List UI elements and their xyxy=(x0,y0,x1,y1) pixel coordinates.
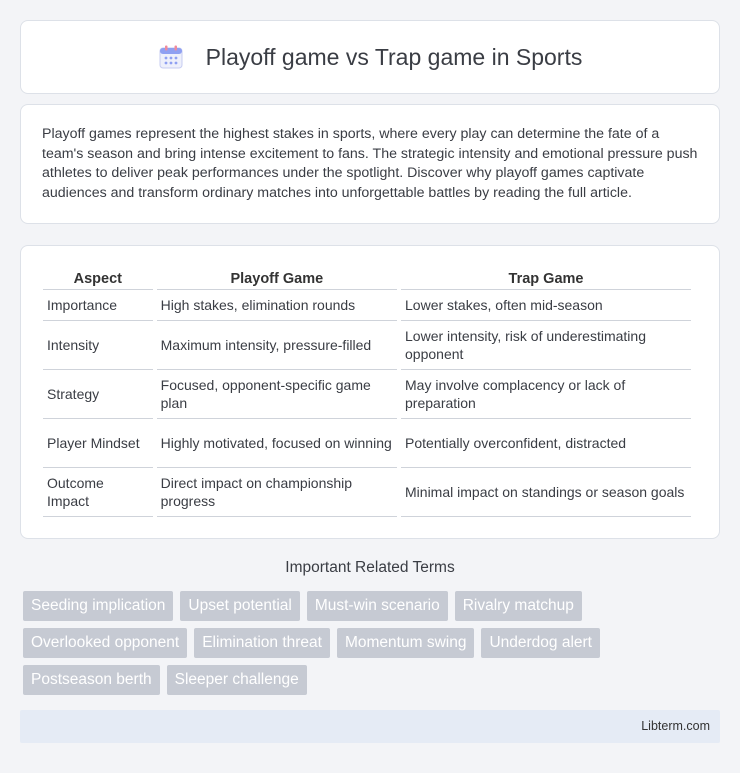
page-title: Playoff game vs Trap game in Sports xyxy=(205,43,583,70)
related-terms-tags xyxy=(23,591,723,702)
footer xyxy=(20,710,720,743)
table-row xyxy=(43,290,691,321)
tag-row xyxy=(23,591,723,621)
table-cell: Lower stakes, often mid-season xyxy=(401,290,691,321)
tag-elimination-threat[interactable]: Elimination threat xyxy=(194,628,330,658)
table-row xyxy=(43,419,691,468)
footer-site-link[interactable]: Libterm.com xyxy=(641,719,710,733)
tag-seeding-implication[interactable]: Seeding implication xyxy=(23,591,173,621)
intro-paragraph: Playoff games represent the highest stakes in sports, where every play can determine the fate of a team's season and bring intense excitement to fans. The strategic intensity and emotional pressure push athletes to deliver peak performances under the spotlight. Discover why playoff games captivate audiences and transform ordinary matches into unforgettable battles by reading the full article. xyxy=(42,126,698,201)
table-cell: Direct impact on championship progress xyxy=(157,468,397,517)
tag-underdog-alert[interactable]: Underdog alert xyxy=(481,628,600,658)
header-card xyxy=(20,20,720,94)
table-cell: Focused, opponent-specific game plan xyxy=(157,370,397,419)
intro-card xyxy=(20,104,720,224)
table-row xyxy=(43,321,691,370)
table-cell: Maximum intensity, pressure-filled xyxy=(157,321,397,370)
tag-postseason-berth[interactable]: Postseason berth xyxy=(23,665,160,695)
comparison-table xyxy=(39,266,695,517)
table-cell: Player Mindset xyxy=(43,419,153,468)
tag-overlooked-opponent[interactable]: Overlooked opponent xyxy=(23,628,187,658)
tag-row xyxy=(23,628,723,658)
column-header-aspect: Aspect xyxy=(43,266,153,290)
table-cell: Minimal impact on standings or season goals xyxy=(401,468,691,517)
table-header-row xyxy=(43,266,691,290)
tag-rivalry-matchup[interactable]: Rivalry matchup xyxy=(455,591,582,621)
table-cell: Potentially overconfident, distracted xyxy=(401,419,691,468)
table-row xyxy=(43,370,691,419)
column-header-trap-game: Trap Game xyxy=(401,266,691,290)
related-terms-heading: Important Related Terms xyxy=(285,559,455,576)
tag-row xyxy=(23,665,723,695)
table-cell: High stakes, elimination rounds xyxy=(157,290,397,321)
table-cell: Highly motivated, focused on winning xyxy=(157,419,397,468)
table-row xyxy=(43,468,691,517)
comparison-table-card xyxy=(20,245,720,539)
table-cell: May involve complacency or lack of preparation xyxy=(401,370,691,419)
tag-upset-potential[interactable]: Upset potential xyxy=(180,591,299,621)
column-header-playoff-game: Playoff Game xyxy=(157,266,397,290)
table-cell: Intensity xyxy=(43,321,153,370)
tag-must-win-scenario[interactable]: Must-win scenario xyxy=(307,591,448,621)
table-cell: Importance xyxy=(43,290,153,321)
table-cell: Lower intensity, risk of underestimating opponent xyxy=(401,321,691,370)
tag-sleeper-challenge[interactable]: Sleeper challenge xyxy=(167,665,307,695)
calendar-icon xyxy=(158,44,184,70)
table-cell: Outcome Impact xyxy=(43,468,153,517)
tag-momentum-swing[interactable]: Momentum swing xyxy=(337,628,474,658)
table-cell: Strategy xyxy=(43,370,153,419)
